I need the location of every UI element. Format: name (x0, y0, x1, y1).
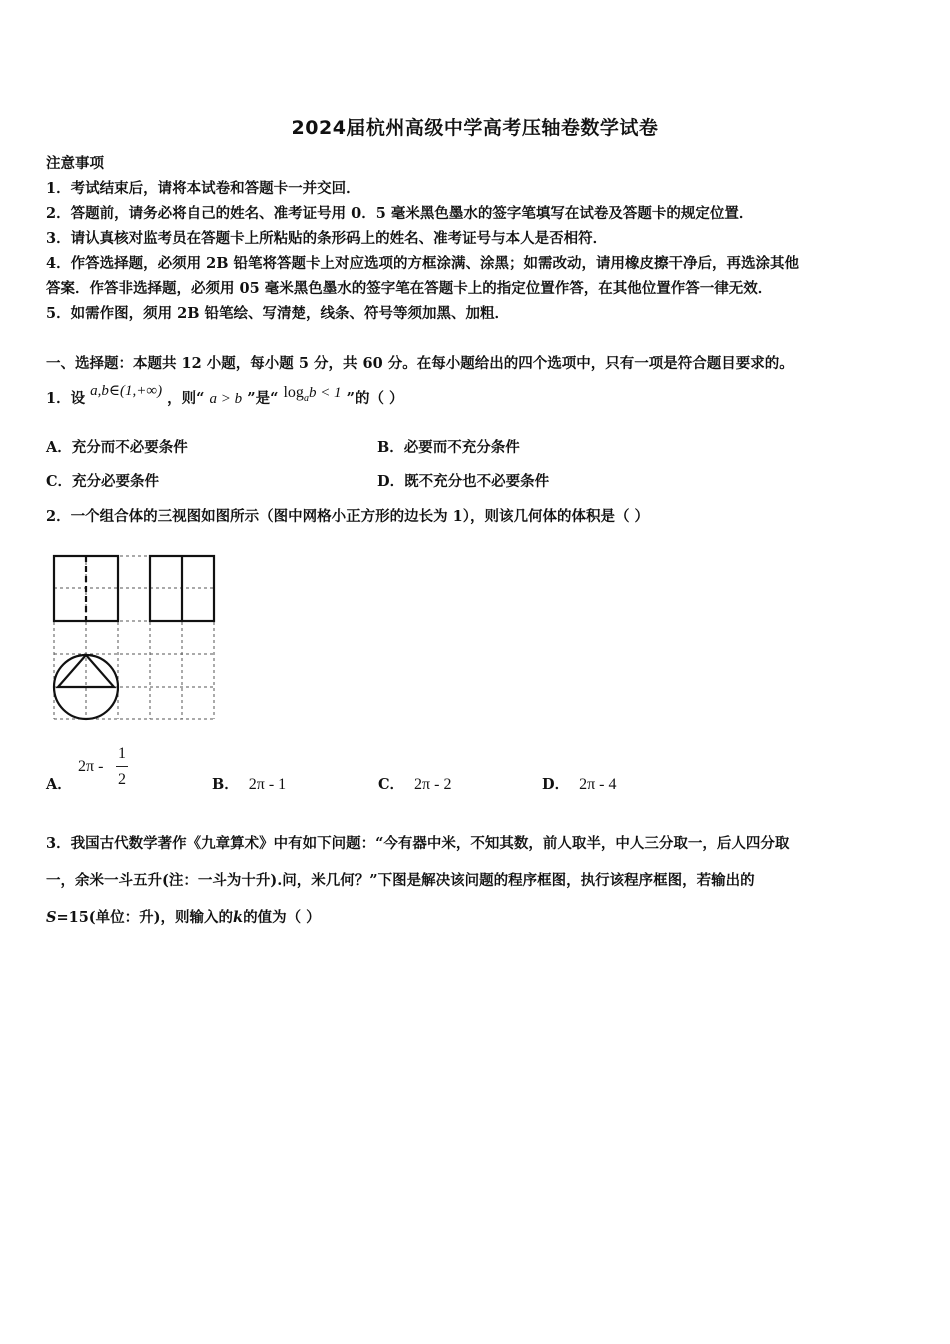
q1-mid2: ”是“ (247, 390, 279, 407)
notice-item-3: 3．请认真核对监考员在答题卡上所粘贴的条形码上的姓名、准考证号与本人是否相符． (46, 230, 608, 247)
option-text: 充分必要条件 (72, 473, 160, 490)
q1-mid: ，则“ (167, 390, 205, 407)
q1-option-c[interactable] (46, 470, 159, 491)
q2-option-b[interactable] (212, 773, 286, 794)
option-text: 既不充分也不必要条件 (404, 473, 550, 490)
q1-log-rest: b < 1 (308, 385, 342, 401)
option-letter: A． (46, 439, 72, 456)
q2-option-a-denominator: 2 (118, 771, 126, 788)
option-letter: B． (212, 776, 239, 793)
q2-option-a-numerator: 1 (118, 745, 126, 762)
page-title: 2024届杭州高级中学高考压轴卷数学试卷 (291, 117, 659, 139)
option-letter: D． (542, 776, 570, 793)
option-letter: C． (378, 776, 405, 793)
notice-item-4: 4．作答选择题，必须用 2B 铅笔将答题卡上对应选项的方框涂满、涂黑；如需改动，请用橡皮擦干净后，再选涂其他 (46, 255, 800, 272)
fraction-bar (116, 766, 128, 767)
q1-option-a[interactable] (46, 436, 188, 457)
three-view-figure (50, 553, 220, 723)
q3-var-k: k (233, 909, 244, 926)
notice-heading: 注意事项 (46, 155, 104, 172)
q2-option-c[interactable] (378, 773, 451, 794)
option-text: 2π - 4 (579, 776, 617, 793)
q3-var-s: S (46, 909, 57, 926)
q3-line3-b: 的值为（ ） (243, 909, 321, 926)
question-3-line-2: 一，余米一斗五升(注：一斗为十升).问，米几何？”下图是解决该问题的程序框图，执行该程序框图，若输出的 (46, 872, 755, 889)
question-3-line-3 (46, 906, 321, 927)
q2-option-a-main: 2π - (78, 758, 104, 775)
option-text: 2π - 1 (248, 776, 287, 793)
q1-log-text: log (283, 384, 304, 401)
notice-item-1: 1．考试结束后，请将本试卷和答题卡一并交回． (46, 180, 361, 197)
q2-option-a-letter[interactable]: A． (46, 776, 72, 793)
option-letter: B． (377, 439, 404, 456)
grid-lines (54, 556, 214, 719)
option-letter: D． (377, 473, 405, 490)
notice-item-5: 5．如需作图，须用 2B 铅笔绘、写清楚，线条、符号等须加黑、加粗． (46, 305, 510, 322)
q1-option-b[interactable] (377, 436, 520, 457)
question-3-line-1: 3．我国古代数学著作《九章算术》中有如下问题：“今有器中米，不知其数，前人取半，中人三分取一，后人四分取 (46, 835, 790, 852)
q1-p: a > b (209, 391, 243, 407)
q3-line3-a: =15(单位：升)，则输入的 (56, 909, 234, 926)
question-2-stem: 2．一个组合体的三视图如图所示（图中网格小正方形的边长为 1），则该几何体的体积是（ ） (46, 508, 650, 525)
q1-condition: a,b∈(1,+∞) (90, 383, 163, 399)
option-letter: C． (46, 473, 73, 490)
option-text: 2π - 2 (414, 776, 452, 793)
notice-item-4-cont: 答案．作答非选择题，必须用 05 毫米黑色墨水的签字笔在答题卡上的指定位置作答，在其他位置作答一律无效． (46, 280, 773, 297)
q1-log-base: a (303, 393, 309, 405)
option-text: 充分而不必要条件 (71, 439, 188, 456)
notice-item-2: 2．答题前，请务必将自己的姓名、准考证号用 0．5 毫米黑色墨水的签字笔填写在试卷及答题卡的规定位置． (46, 205, 754, 222)
q1-log (283, 384, 342, 405)
option-text: 必要而不充分条件 (403, 439, 520, 456)
section-heading: 一、选择题：本题共 12 小题，每小题 5 分，共 60 分。在每小题给出的四个选项中，只有一项是符合题目要求的。 (46, 355, 794, 372)
q1-prefix: 1．设 (46, 390, 86, 407)
q1-suffix: ”的（ ） (346, 390, 404, 407)
q1-option-d[interactable] (377, 470, 549, 491)
question-1-stem (46, 383, 404, 410)
q2-option-d[interactable] (542, 773, 616, 794)
